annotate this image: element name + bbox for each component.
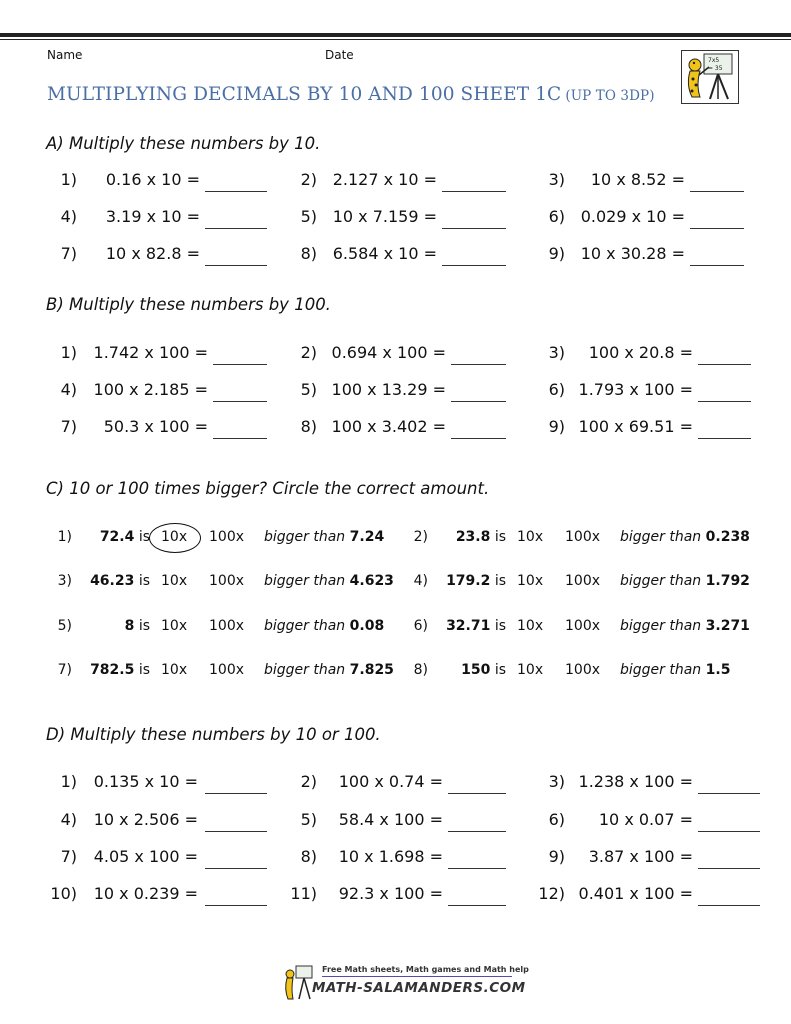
title-subtitle: (UP TO 3DP) xyxy=(565,88,655,104)
answer-blank[interactable] xyxy=(698,438,751,439)
item-number: 5) xyxy=(57,618,72,634)
question-expression: 0.135 x 10 = xyxy=(93,772,198,791)
question-expression: 100 x 20.8 = xyxy=(588,343,693,362)
section-b-heading: B) Multiply these numbers by 100. xyxy=(46,295,331,314)
option-100x[interactable]: 100x xyxy=(209,662,245,678)
question-number: 1) xyxy=(60,772,77,791)
top-rule-thin xyxy=(0,39,791,40)
question-expression: 10 x 0.239 = xyxy=(93,884,198,903)
item-rhs xyxy=(620,662,730,678)
footer-divider xyxy=(322,976,512,977)
question-expression: 92.3 x 100 = xyxy=(338,884,443,903)
question-expression: 10 x 8.52 = xyxy=(590,170,685,189)
question-number: 7) xyxy=(60,244,77,263)
answer-circle xyxy=(149,523,201,553)
answer-blank[interactable] xyxy=(698,905,760,906)
question-number: 10) xyxy=(50,884,77,903)
answer-blank[interactable] xyxy=(205,868,267,869)
item-number: 4) xyxy=(413,573,428,589)
item-value-a: 8 xyxy=(124,618,135,634)
option-10x[interactable]: 10x xyxy=(517,573,544,589)
item-lhs xyxy=(416,529,506,545)
question-expression: 3.87 x 100 = xyxy=(588,847,693,866)
is-word: is xyxy=(138,529,150,545)
question-expression: 10 x 7.159 = xyxy=(332,207,437,226)
item-lhs xyxy=(60,662,150,678)
question-expression: 0.694 x 100 = xyxy=(331,343,446,362)
answer-blank[interactable] xyxy=(213,438,267,439)
item-lhs xyxy=(416,573,506,589)
item-number: 6) xyxy=(413,618,428,634)
answer-blank[interactable] xyxy=(448,905,506,906)
question-expression: 50.3 x 100 = xyxy=(103,417,208,436)
answer-blank[interactable] xyxy=(698,401,751,402)
question-number: 3) xyxy=(548,772,565,791)
answer-blank[interactable] xyxy=(205,905,267,906)
question-number: 7) xyxy=(60,847,77,866)
option-100x[interactable]: 100x xyxy=(209,573,245,589)
footer xyxy=(282,963,529,1003)
option-10x[interactable]: 10x xyxy=(517,662,544,678)
answer-blank[interactable] xyxy=(690,228,744,229)
question-number: 9) xyxy=(548,417,565,436)
answer-blank[interactable] xyxy=(205,793,267,794)
question-number: 4) xyxy=(60,207,77,226)
question-expression: 1.742 x 100 = xyxy=(93,343,208,362)
is-word: is xyxy=(494,529,506,545)
option-100x[interactable]: 100x xyxy=(565,662,601,678)
item-value-b: 7.825 xyxy=(349,662,394,678)
answer-blank[interactable] xyxy=(451,364,506,365)
option-10x[interactable]: 10x xyxy=(517,529,544,545)
question-expression: 58.4 x 100 = xyxy=(338,810,443,829)
footer-site-link[interactable]: MATH-SALAMANDERS.COM xyxy=(312,980,526,996)
item-rhs xyxy=(264,529,384,545)
item-number: 3) xyxy=(57,573,72,589)
item-value-b: 7.24 xyxy=(349,529,385,545)
question-number: 1) xyxy=(60,343,77,362)
question-expression: 1.793 x 100 = xyxy=(578,380,693,399)
question-expression: 10 x 30.28 = xyxy=(580,244,685,263)
option-10x[interactable]: 10x xyxy=(161,618,188,634)
bigger-than-text: bigger than xyxy=(620,618,702,634)
footer-tagline: Free Math sheets, Math games and Math help xyxy=(322,965,529,974)
bigger-than-text: bigger than xyxy=(620,573,702,589)
answer-blank[interactable] xyxy=(213,364,267,365)
item-lhs xyxy=(416,662,506,678)
question-number: 7) xyxy=(60,417,77,436)
is-word: is xyxy=(138,573,150,589)
section-c-heading: C) 10 or 100 times bigger? Circle the correct amount. xyxy=(46,479,490,498)
answer-blank[interactable] xyxy=(448,831,506,832)
question-expression: 100 x 69.51 = xyxy=(578,417,693,436)
option-10x[interactable]: 10x xyxy=(161,529,188,545)
item-rhs xyxy=(620,618,750,634)
question-expression: 100 x 0.74 = xyxy=(338,772,443,791)
answer-blank[interactable] xyxy=(698,868,760,869)
salamander-logo-icon xyxy=(681,50,739,104)
logo-board-line1: 7x5 xyxy=(708,57,720,64)
item-value-b: 4.623 xyxy=(349,573,394,589)
question-number: 11) xyxy=(290,884,317,903)
question-number: 8) xyxy=(300,417,317,436)
question-number: 4) xyxy=(60,810,77,829)
bigger-than-text: bigger than xyxy=(264,529,346,545)
option-100x[interactable]: 100x xyxy=(565,573,601,589)
answer-blank[interactable] xyxy=(205,831,267,832)
question-expression: 10 x 82.8 = xyxy=(105,244,200,263)
question-number: 2) xyxy=(300,170,317,189)
question-expression: 3.19 x 10 = xyxy=(105,207,200,226)
answer-blank[interactable] xyxy=(698,831,760,832)
worksheet-title xyxy=(47,84,655,105)
item-number: 7) xyxy=(57,662,72,678)
question-number: 2) xyxy=(300,343,317,362)
is-word: is xyxy=(138,618,150,634)
question-expression: 0.16 x 10 = xyxy=(105,170,200,189)
question-number: 6) xyxy=(548,207,565,226)
item-number: 8) xyxy=(413,662,428,678)
item-number: 1) xyxy=(57,529,72,545)
question-number: 1) xyxy=(60,170,77,189)
item-value-a: 150 xyxy=(461,662,491,678)
is-word: is xyxy=(494,662,506,678)
is-word: is xyxy=(494,573,506,589)
question-expression: 4.05 x 100 = xyxy=(93,847,198,866)
bigger-than-text: bigger than xyxy=(264,618,346,634)
answer-blank[interactable] xyxy=(213,401,267,402)
question-expression: 100 x 3.402 = xyxy=(331,417,446,436)
item-rhs xyxy=(264,573,394,589)
option-10x[interactable]: 10x xyxy=(161,573,188,589)
option-10x[interactable]: 10x xyxy=(161,662,188,678)
question-expression: 0.401 x 100 = xyxy=(578,884,693,903)
item-value-b: 0.08 xyxy=(349,618,385,634)
question-expression: 1.238 x 100 = xyxy=(578,772,693,791)
item-value-a: 179.2 xyxy=(446,573,491,589)
question-number: 8) xyxy=(300,244,317,263)
item-value-b: 0.238 xyxy=(705,529,750,545)
answer-blank[interactable] xyxy=(205,228,267,229)
item-value-b: 1.792 xyxy=(705,573,750,589)
question-number: 4) xyxy=(60,380,77,399)
answer-blank[interactable] xyxy=(205,265,267,266)
question-expression: 100 x 2.185 = xyxy=(93,380,208,399)
option-100x[interactable]: 100x xyxy=(565,529,601,545)
question-number: 5) xyxy=(300,380,317,399)
option-10x[interactable]: 10x xyxy=(517,618,544,634)
question-expression: 6.584 x 10 = xyxy=(332,244,437,263)
option-100x[interactable]: 100x xyxy=(209,618,245,634)
item-lhs xyxy=(60,529,150,545)
answer-blank[interactable] xyxy=(448,793,506,794)
option-100x[interactable]: 100x xyxy=(565,618,601,634)
question-expression: 10 x 0.07 = xyxy=(598,810,693,829)
item-value-b: 3.271 xyxy=(705,618,750,634)
item-lhs xyxy=(60,573,150,589)
answer-blank[interactable] xyxy=(451,438,506,439)
question-number: 6) xyxy=(548,810,565,829)
question-number: 9) xyxy=(548,847,565,866)
bigger-than-text: bigger than xyxy=(264,662,346,678)
question-expression: 10 x 1.698 = xyxy=(338,847,443,866)
question-number: 5) xyxy=(300,207,317,226)
question-number: 12) xyxy=(538,884,565,903)
top-rule-thick xyxy=(0,33,791,37)
bigger-than-text: bigger than xyxy=(620,662,702,678)
option-100x[interactable]: 100x xyxy=(209,529,245,545)
question-expression: 2.127 x 10 = xyxy=(332,170,437,189)
question-number: 2) xyxy=(300,772,317,791)
item-number: 2) xyxy=(413,529,428,545)
item-lhs xyxy=(60,618,150,634)
logo-board-line2: = 35 xyxy=(708,65,723,72)
answer-blank[interactable] xyxy=(205,191,267,192)
item-rhs xyxy=(264,662,394,678)
item-value-a: 23.8 xyxy=(455,529,491,545)
item-rhs xyxy=(620,573,750,589)
question-number: 3) xyxy=(548,170,565,189)
name-label: Name xyxy=(47,48,83,62)
answer-blank[interactable] xyxy=(442,191,506,192)
item-value-a: 32.71 xyxy=(446,618,491,634)
item-value-a: 72.4 xyxy=(99,529,135,545)
answer-blank[interactable] xyxy=(448,868,506,869)
is-word: is xyxy=(138,662,150,678)
section-a-heading: A) Multiply these numbers by 10. xyxy=(46,134,321,153)
is-word: is xyxy=(494,618,506,634)
answer-blank[interactable] xyxy=(451,401,506,402)
question-expression: 100 x 13.29 = xyxy=(331,380,446,399)
section-d-heading: D) Multiply these numbers by 10 or 100. xyxy=(46,725,381,744)
answer-blank[interactable] xyxy=(698,364,751,365)
item-value-a: 782.5 xyxy=(90,662,135,678)
question-number: 8) xyxy=(300,847,317,866)
footer-salamander-icon xyxy=(282,965,314,1001)
date-label: Date xyxy=(325,48,354,62)
question-expression: 10 x 2.506 = xyxy=(93,810,198,829)
bigger-than-text: bigger than xyxy=(264,573,346,589)
answer-blank[interactable] xyxy=(690,265,744,266)
item-value-b: 1.5 xyxy=(705,662,731,678)
answer-blank[interactable] xyxy=(698,793,760,794)
question-number: 3) xyxy=(548,343,565,362)
answer-blank[interactable] xyxy=(442,228,506,229)
question-expression: 0.029 x 10 = xyxy=(580,207,685,226)
item-lhs xyxy=(416,618,506,634)
answer-blank[interactable] xyxy=(690,191,744,192)
title-text: MULTIPLYING DECIMALS BY 10 AND 100 SHEET 1C xyxy=(47,84,562,105)
answer-blank[interactable] xyxy=(442,265,506,266)
question-number: 6) xyxy=(548,380,565,399)
question-number: 5) xyxy=(300,810,317,829)
question-number: 9) xyxy=(548,244,565,263)
item-value-a: 46.23 xyxy=(90,573,135,589)
bigger-than-text: bigger than xyxy=(620,529,702,545)
item-rhs xyxy=(620,529,750,545)
item-rhs xyxy=(264,618,384,634)
